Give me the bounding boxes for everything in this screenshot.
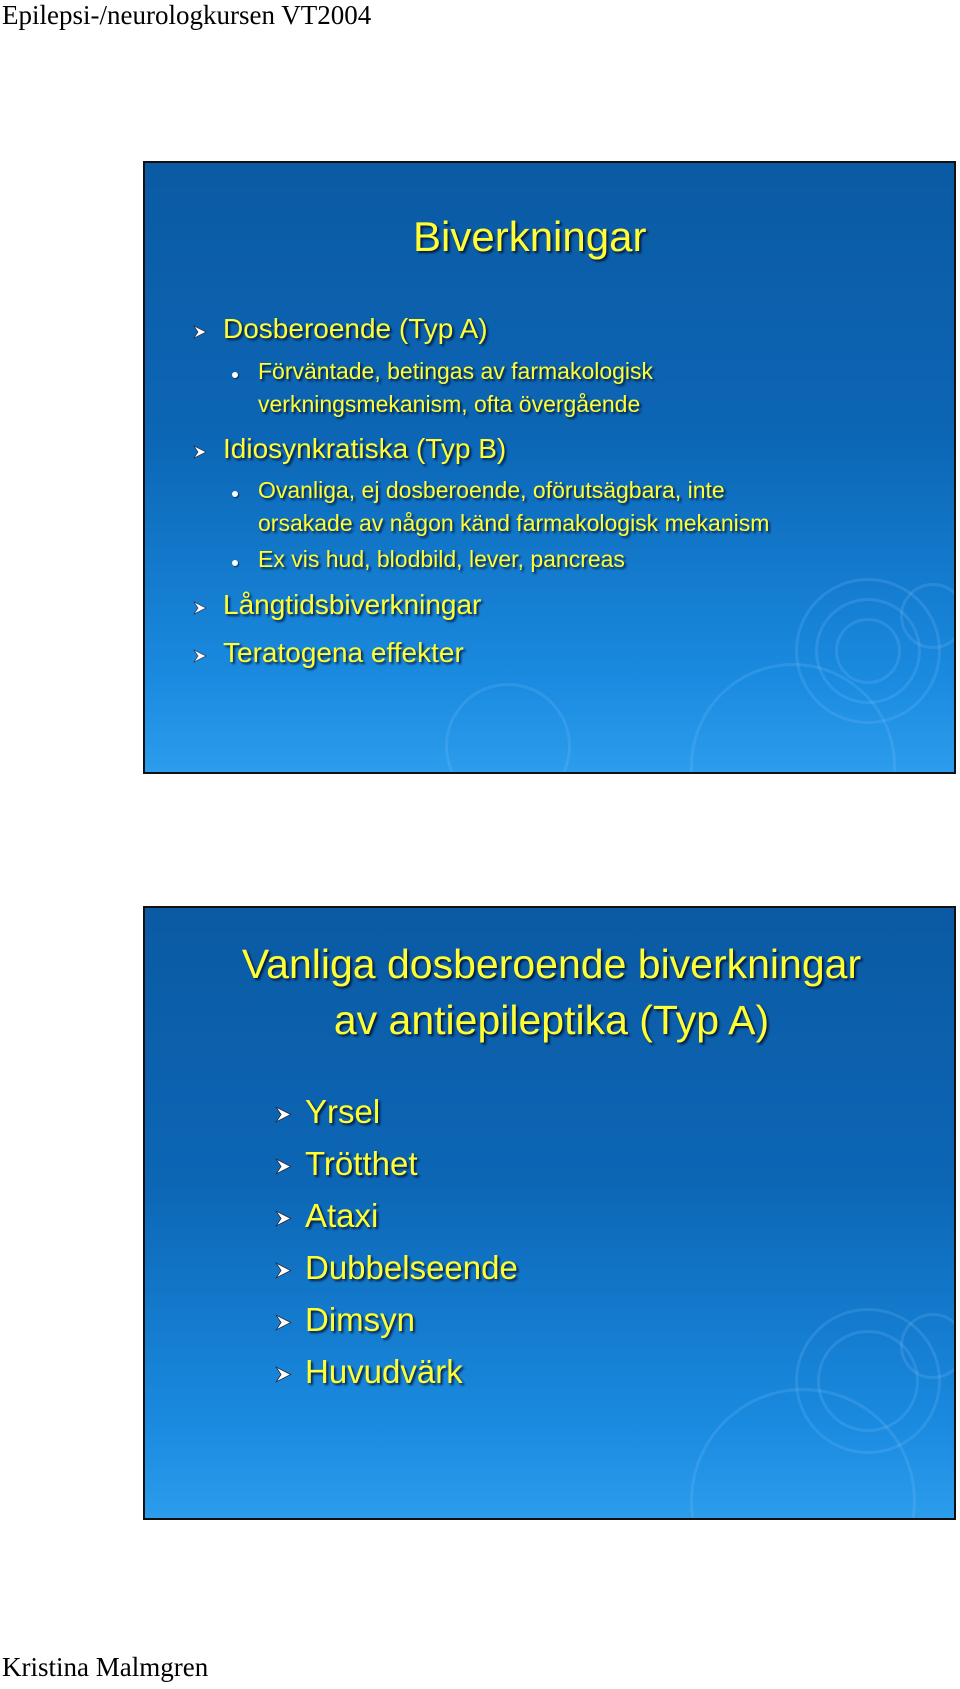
arrowhead-bullet-icon — [275, 1366, 292, 1383]
list-item: Dosberoende (Typ A) — [223, 313, 488, 344]
slide-title: Biverkningar — [413, 213, 647, 260]
arrowhead-bullet-icon — [275, 1314, 292, 1331]
page-footer: Kristina Malmgren — [2, 1652, 209, 1682]
list-item: Yrsel — [305, 1093, 381, 1130]
list-item: Ataxi — [305, 1197, 379, 1234]
arrowhead-bullet-icon — [275, 1262, 292, 1279]
page-header: Epilepsi-/neurologkursen VT2004 — [2, 0, 372, 30]
arrowhead-bullet-icon — [193, 649, 207, 663]
list-item: Huvudvärk — [305, 1353, 463, 1390]
slide-title — [145, 936, 956, 1048]
ripple-decoration — [835, 618, 901, 684]
dot-bullet-icon — [232, 491, 238, 497]
slide-vanliga-biverkningar — [143, 906, 956, 1520]
list-item: Trötthet — [305, 1145, 418, 1182]
list-item: Teratogena effekter — [223, 637, 464, 668]
dot-bullet-icon — [232, 560, 238, 566]
arrowhead-bullet-icon — [275, 1210, 292, 1227]
list-item: Dimsyn — [305, 1301, 416, 1338]
list-item: Ex vis hud, blodbild, lever, pancreas — [258, 546, 625, 572]
arrowhead-bullet-icon — [193, 325, 207, 339]
list-item — [258, 355, 653, 421]
list-item: Långtidsbiverkningar — [223, 589, 482, 620]
list-item-line: Ovanliga, ej dosberoende, oförutsägbara, inte — [258, 477, 725, 503]
list-item: Dubbelseende — [305, 1249, 518, 1286]
list-item — [258, 474, 769, 540]
arrowhead-bullet-icon — [275, 1158, 292, 1175]
slide-title-line: av antiepileptika (Typ A) — [333, 997, 770, 1043]
list-item-line: Förväntade, betingas av farmakologisk — [258, 358, 654, 384]
list-item-line: orsakade av någon känd farmakologisk mekanism — [258, 510, 770, 536]
arrowhead-bullet-icon — [193, 601, 207, 615]
dot-bullet-icon — [232, 372, 238, 378]
ripple-decoration — [445, 683, 571, 774]
arrowhead-bullet-icon — [193, 445, 207, 459]
slide-title-line: Vanliga dosberoende biverkningar — [241, 941, 862, 987]
slide-biverkningar — [143, 161, 956, 774]
arrowhead-bullet-icon — [275, 1106, 292, 1123]
list-item-line: verkningsmekanism, ofta övergående — [258, 391, 641, 417]
list-item: Idiosynkratiska (Typ B) — [223, 433, 507, 464]
